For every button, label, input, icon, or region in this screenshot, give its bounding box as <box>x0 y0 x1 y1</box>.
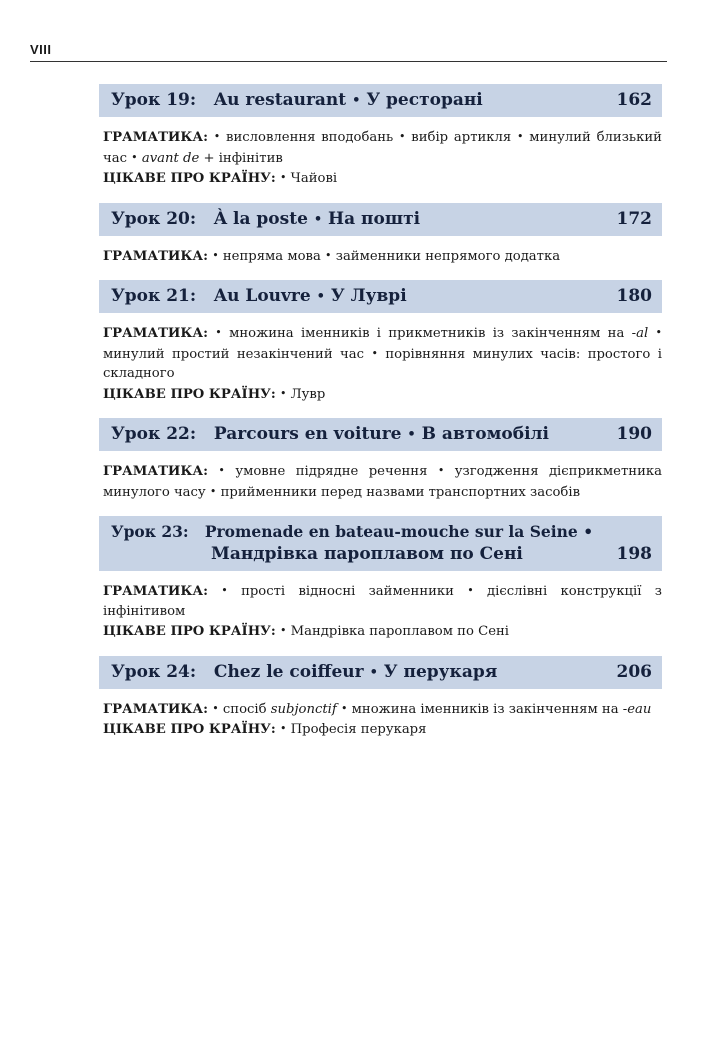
lesson-heading-bar[interactable] <box>99 203 662 236</box>
lesson-title-fr: Promenade en bateau-mouche sur la Seine <box>204 522 578 541</box>
grammar-label: ГРАМАТИКА: <box>103 701 208 717</box>
toc-entry <box>99 418 662 502</box>
bullet-icon: • <box>655 326 662 339</box>
lesson-number: Урок 19: <box>111 90 197 110</box>
country-label: ЦІКАВЕ ПРО КРАЇНУ: <box>103 722 276 737</box>
lesson-title-fr: Chez le coiffeur <box>213 661 364 682</box>
lesson-title <box>111 423 549 446</box>
grammar-item: множина іменників із закінченням на <box>351 701 623 717</box>
grammar-item-italic: avant de <box>141 150 200 166</box>
grammar-line <box>103 699 662 720</box>
lesson-heading-bar[interactable] <box>99 656 662 689</box>
grammar-item: минулий близький час <box>103 130 662 166</box>
grammar-item: множина іменників і прикметників із закінченням на <box>229 326 632 341</box>
grammar-item: непряма мова <box>222 248 321 264</box>
grammar-line <box>103 461 662 502</box>
lesson-title-uk: У Луврі <box>330 286 407 306</box>
title-separator-icon: • <box>316 289 325 304</box>
lesson-page-number: 206 <box>616 661 652 682</box>
grammar-item-suffix: + інфінітив <box>199 150 283 166</box>
bullet-icon: • <box>218 464 225 477</box>
lesson-title-uk: На пошті <box>328 208 421 229</box>
lesson-number: Урок 21: <box>111 286 197 306</box>
grammar-item: узгодження дієприкметника минулого часу <box>103 464 662 500</box>
lesson-title-uk: У перукаря <box>383 661 498 682</box>
lesson-page-number: 180 <box>616 286 652 306</box>
grammar-item-italic: -eau <box>622 701 652 717</box>
country-line <box>103 168 662 189</box>
country-label: ЦІКАВЕ ПРО КРАЇНУ: <box>103 624 276 639</box>
page-folio: VIII <box>30 42 52 57</box>
lesson-details <box>103 581 662 642</box>
lesson-title-fr: Parcours en voiture <box>213 424 402 444</box>
country-item: Професія перукаря <box>290 722 427 737</box>
bullet-icon: • <box>213 130 221 143</box>
bullet-icon: • <box>279 171 287 184</box>
grammar-label: ГРАМАТИКА: <box>103 326 208 341</box>
bullet-icon: • <box>279 624 287 637</box>
lesson-title <box>111 89 483 112</box>
grammar-item: порівняння минулих часів: простого і складного <box>103 346 662 381</box>
country-label: ЦІКАВЕ ПРО КРАЇНУ: <box>103 171 276 186</box>
grammar-item: займенники непрямого додатка <box>335 248 561 264</box>
country-item: Чайові <box>290 171 338 186</box>
lesson-heading-bar[interactable] <box>99 418 662 451</box>
grammar-line <box>103 323 662 384</box>
title-separator-icon: • <box>313 211 323 227</box>
grammar-item-italic: subjonctif <box>270 701 337 717</box>
grammar-item: умовне підрядне речення <box>235 464 428 479</box>
bullet-icon: • <box>371 346 378 360</box>
bullet-icon: • <box>399 130 406 143</box>
lesson-number: Урок 20: <box>111 208 197 229</box>
grammar-item: вибір артикля <box>411 130 512 145</box>
page-header <box>30 42 667 62</box>
bullet-icon: • <box>340 701 348 715</box>
bullet-icon: • <box>437 464 445 477</box>
country-line <box>103 621 662 642</box>
grammar-line <box>103 127 662 168</box>
lesson-details <box>103 127 662 189</box>
lesson-title-uk: Мандрівка пароплавом по Сені <box>211 544 523 564</box>
bullet-icon: • <box>467 584 474 597</box>
bullet-icon: • <box>212 701 219 715</box>
lesson-page-number: 198 <box>616 544 652 564</box>
lesson-title-fr: Au Louvre <box>213 286 311 306</box>
lesson-number: Урок 22: <box>111 424 197 444</box>
lesson-details <box>103 461 662 502</box>
bullet-icon: • <box>325 248 332 262</box>
bullet-icon: • <box>279 722 287 735</box>
lesson-title <box>111 661 497 684</box>
country-item: Лувр <box>290 386 326 402</box>
title-separator-icon: • <box>352 93 361 108</box>
country-label: ЦІКАВЕ ПРО КРАЇНУ: <box>103 386 276 402</box>
grammar-item: спосіб <box>222 701 271 717</box>
title-separator-icon: • <box>583 522 594 541</box>
grammar-item: минулий простий незакінчений час <box>103 346 365 362</box>
bullet-icon: • <box>279 386 287 400</box>
lesson-title-fr: Au restaurant <box>213 90 347 110</box>
grammar-label: ГРАМАТИКА: <box>103 464 208 479</box>
bullet-icon: • <box>221 584 228 597</box>
header-divider <box>30 61 667 62</box>
bullet-icon: • <box>209 484 217 498</box>
lesson-title-uk: В автомобілі <box>421 424 549 444</box>
country-line <box>103 384 662 405</box>
lesson-heading-bar[interactable] <box>99 280 662 313</box>
grammar-item-italic: -al <box>631 326 649 341</box>
lesson-page-number: 162 <box>616 90 652 110</box>
lesson-title-uk: У ресторані <box>366 90 483 110</box>
title-separator-icon: • <box>407 427 416 442</box>
bullet-icon: • <box>212 248 219 262</box>
grammar-line <box>103 581 662 621</box>
country-line <box>103 719 662 740</box>
table-of-contents <box>99 84 662 754</box>
lesson-page-number: 172 <box>616 208 652 229</box>
bullet-icon: • <box>215 326 222 339</box>
grammar-item: прийменники перед назвами транспортних засобів <box>220 484 580 500</box>
lesson-title-line2 <box>111 543 652 565</box>
grammar-item: дієслівні конструкції з інфінітивом <box>103 584 662 619</box>
bullet-icon: • <box>517 130 524 143</box>
grammar-label: ГРАМАТИКА: <box>103 248 208 264</box>
bullet-icon: • <box>131 150 138 164</box>
lesson-heading-bar[interactable] <box>99 84 662 117</box>
lesson-number: Урок 24: <box>111 661 197 682</box>
lesson-title-fr: À la poste <box>213 208 308 229</box>
toc-entry <box>99 203 662 267</box>
lesson-title-line1 <box>111 521 652 543</box>
lesson-title <box>111 285 407 308</box>
lesson-title <box>111 208 420 231</box>
toc-entry <box>99 84 662 189</box>
grammar-line <box>103 246 662 267</box>
toc-entry <box>99 516 662 642</box>
title-separator-icon: • <box>369 664 378 680</box>
toc-entry <box>99 280 662 404</box>
toc-entry <box>99 656 662 740</box>
grammar-label: ГРАМАТИКА: <box>103 584 208 599</box>
lesson-title <box>111 521 652 565</box>
grammar-item: висловлення вподобань <box>226 130 394 145</box>
lesson-details <box>103 323 662 404</box>
lesson-heading-bar[interactable] <box>99 516 662 571</box>
lesson-page-number: 190 <box>616 424 652 444</box>
lesson-details <box>103 246 662 267</box>
grammar-item: прості відносні займенники <box>241 584 454 599</box>
grammar-label: ГРАМАТИКА: <box>103 130 208 145</box>
lesson-number: Урок 23: <box>111 522 189 541</box>
country-item: Мандрівка пароплавом по Сені <box>290 624 510 639</box>
lesson-details <box>103 699 662 740</box>
